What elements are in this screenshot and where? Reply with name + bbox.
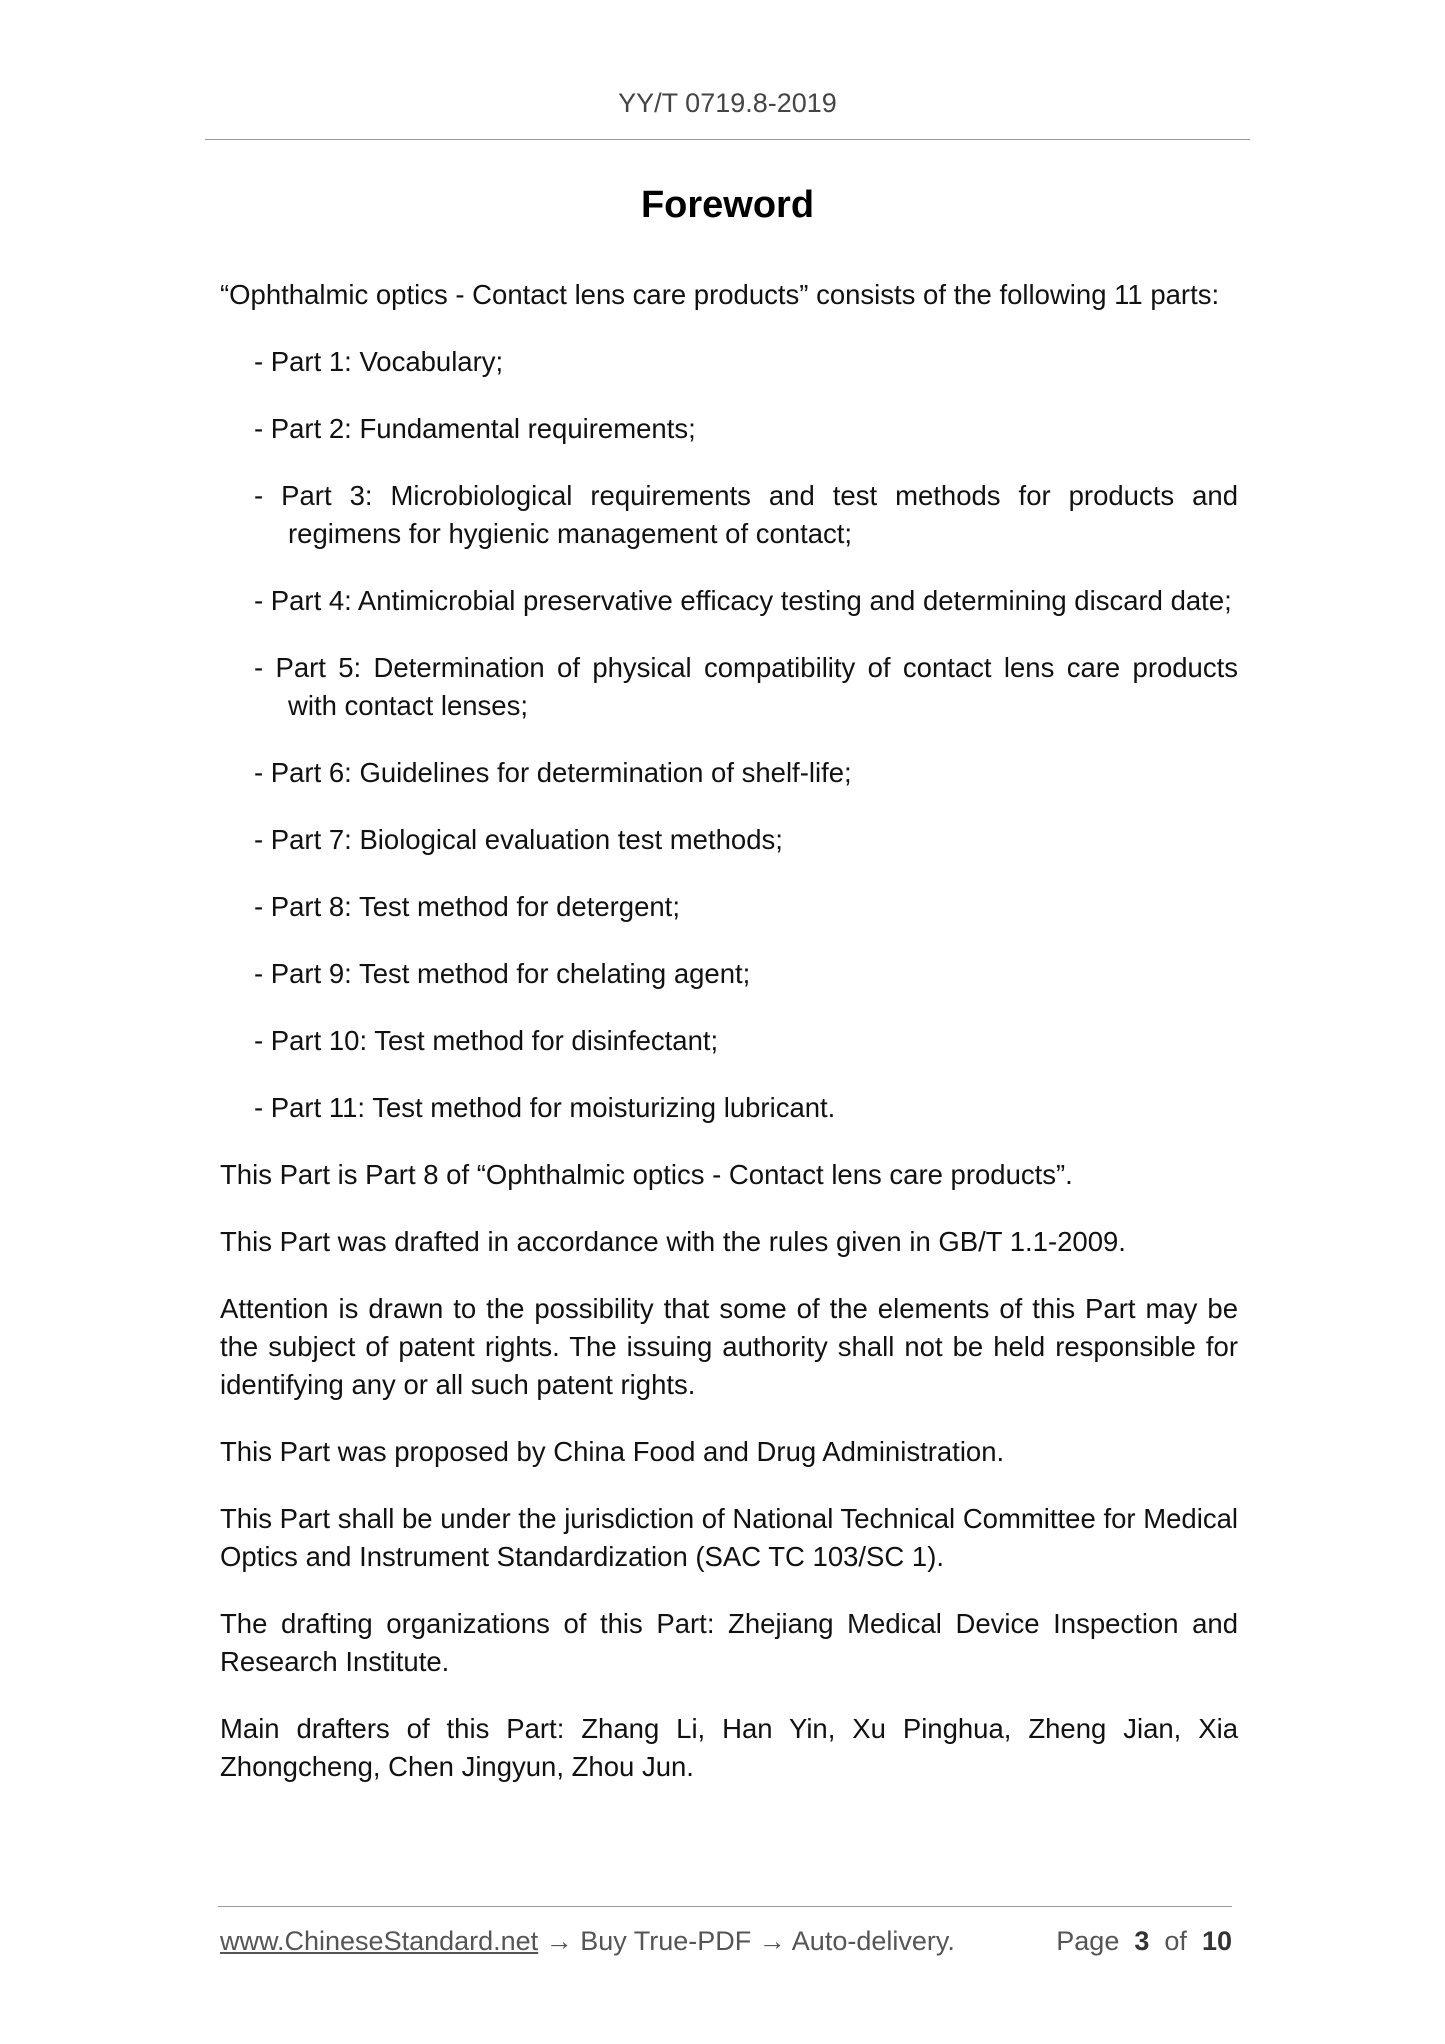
parts-list-item: - Part 4: Antimicrobial preservative efficacy testing and determining discard date; (254, 585, 1232, 616)
footer-divider (218, 1906, 1232, 1907)
parts-list-item: - Part 2: Fundamental requirements; (254, 413, 696, 444)
parts-list-item: - Part 11: Test method for moisturizing lubricant. (254, 1092, 836, 1123)
buy-text: Buy True-PDF (580, 1926, 752, 1956)
page-number (1056, 1926, 1232, 1957)
website-link[interactable]: www.ChineseStandard.net (220, 1926, 539, 1956)
header-divider (205, 139, 1250, 140)
proposer-paragraph: This Part was proposed by China Food and Drug Administration. (220, 1436, 1005, 1467)
parts-list-item: - Part 9: Test method for chelating agent; (254, 958, 751, 989)
parts-list-item: - Part 10: Test method for disinfectant; (254, 1025, 719, 1056)
footer-promo (220, 1926, 955, 1957)
arrow-icon: → (545, 1926, 573, 1956)
parts-list-item: - Part 8: Test method for detergent; (254, 891, 680, 922)
part-designation-paragraph: This Part is Part 8 of “Ophthalmic optics - Contact lens care products”. (220, 1159, 1073, 1190)
page-title: Foreword (640, 184, 815, 226)
parts-list-item: - Part 1: Vocabulary; (254, 346, 504, 377)
parts-list-item: - Part 6: Guidelines for determination of shelf-life; (254, 757, 852, 788)
arrow-icon: → (758, 1926, 786, 1956)
jurisdiction-paragraph: This Part shall be under the jurisdiction of National Technical Committee for Medical Optics and Instrument Standardization (SAC TC 103/SC 1). (220, 1503, 1238, 1572)
parts-list-item: - Part 7: Biological evaluation test methods; (254, 824, 783, 855)
total-page-number: 10 (1201, 1926, 1232, 1956)
drafting-organizations-paragraph: The drafting organizations of this Part: Zhejiang Medical Device Inspection and Research Institute. (220, 1608, 1238, 1677)
delivery-text: Auto-delivery. (791, 1926, 955, 1956)
main-drafters-paragraph: Main drafters of this Part: Zhang Li, Han Yin, Xu Pinghua, Zheng Jian, Xia Zhongcheng, Chen Jingyun, Zhou Jun. (220, 1713, 1238, 1782)
current-page-number: 3 (1134, 1926, 1150, 1956)
parts-list-item: - Part 3: Microbiological requirements and test methods for products and regimens for hygienic management of contact; (254, 480, 1238, 549)
patent-notice-paragraph: Attention is drawn to the possibility that some of the elements of this Part may be the subject of patent rights. The issuing authority shall not be held responsible for identifying any or all such patent rights. (220, 1293, 1238, 1400)
of-label: of (1164, 1926, 1187, 1956)
intro-paragraph: “Ophthalmic optics - Contact lens care products” consists of the following 11 parts: (220, 279, 1220, 310)
document-body (220, 276, 1238, 1815)
parts-list (220, 343, 1238, 1127)
page-label: Page (1056, 1926, 1120, 1956)
parts-list-item: - Part 5: Determination of physical compatibility of contact lens care products with contact lenses; (254, 652, 1238, 721)
document-header-code: YY/T 0719.8-2019 (618, 88, 837, 118)
drafting-rules-paragraph: This Part was drafted in accordance with the rules given in GB/T 1.1-2009. (220, 1226, 1126, 1257)
